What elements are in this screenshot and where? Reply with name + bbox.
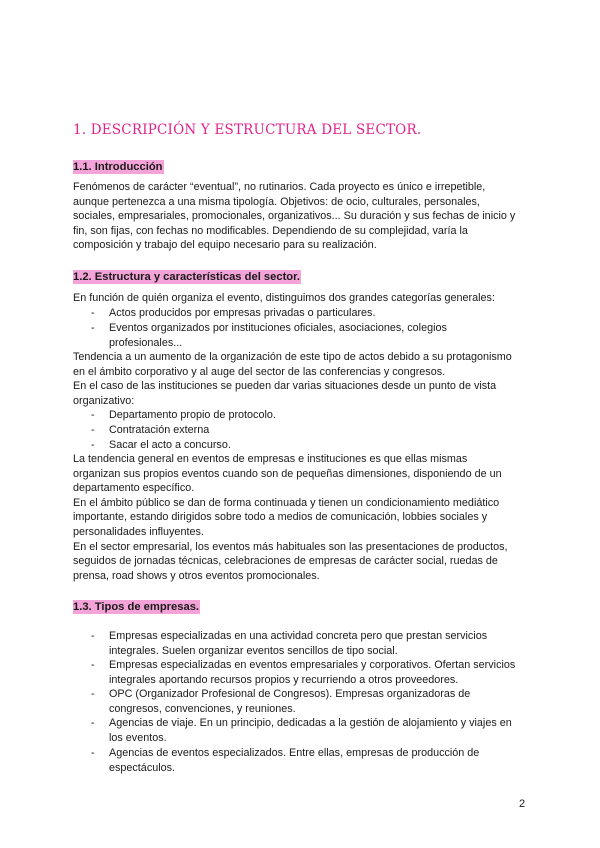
structure-paragraph-2: [73, 350, 512, 408]
text-line: Contratación externa: [109, 424, 210, 436]
text-line: en el ámbito corporativo y al auge del sector de las conferencias y congresos.: [73, 365, 446, 378]
text-line: La tendencia general en eventos de empresas e instituciones es que ellas mismas: [73, 453, 468, 465]
bullet-dash: -: [91, 322, 95, 334]
text-line: composición y trabajo del equipo necesario para su realización.: [73, 239, 377, 252]
text-line: espectáculos.: [109, 761, 176, 774]
bullet-dash: -: [91, 409, 95, 421]
bullet-dash: -: [91, 717, 95, 729]
text-line: Actos producidos por empresas privadas o particulares.: [109, 307, 376, 319]
bullet-dash: -: [91, 688, 95, 700]
text-line: Eventos organizados por instituciones oficiales, asociaciones, colegios: [109, 322, 447, 334]
text-line: prensa, road shows y otros eventos promocionales.: [73, 569, 320, 582]
bullet-dash: -: [91, 424, 95, 436]
text-line: departamento específico.: [73, 482, 195, 495]
document-title: 1. DESCRIPCIÓN Y ESTRUCTURA DEL SECTOR.: [73, 122, 422, 138]
text-line: sociales, empresariales, promocionales, organizativos... Su duración y sus fechas de inicio y: [73, 210, 516, 223]
text-line: Fenómenos de carácter “eventual”, no rutinarios. Cada proyecto es único e irrepetible,: [73, 181, 486, 193]
text-line: Agencias de viaje. En un principio, dedicadas a la gestión de alojamiento y viajes en: [109, 717, 512, 729]
text-line: OPC (Organizador Profesional de Congresos). Empresas organizadoras de: [109, 688, 471, 700]
text-line: personalidades influyentes.: [73, 525, 204, 538]
text-line: organizativo:: [73, 394, 135, 407]
text-line: seguidos de jornadas técnicas, celebraciones de empresas de carácter social, ruedas de: [73, 555, 498, 568]
text-line: En el ámbito público se dan de forma continuada y tienen un condicionamiento mediático: [73, 496, 500, 509]
structure-intro-paragraph: [73, 291, 495, 306]
text-line: En el sector empresarial, los eventos más habituales son las presentaciones de productos,: [73, 540, 508, 553]
text-line: Agencias de eventos especializados. Entre ellas, empresas de producción de: [109, 747, 480, 759]
text-line: congresos, convenciones, y reuniones.: [109, 702, 296, 715]
text-line: fin, son fijas, con fechas no modificables. Dependiendo de su complejidad, varía la: [73, 224, 468, 237]
text-line: Empresas especializadas en una actividad concreta pero que prestan servicios: [109, 630, 488, 642]
bullet-dash: -: [91, 439, 95, 451]
text-line: los eventos.: [109, 731, 167, 744]
text-line: Sacar el acto a concurso.: [109, 439, 231, 451]
bullet-dash: -: [91, 307, 95, 319]
text-line: Departamento propio de protocolo.: [109, 409, 276, 421]
text-line: Empresas especializadas en eventos empresariales y corporativos. Ofertan servicios: [109, 659, 516, 671]
bullet-dash: -: [91, 630, 95, 642]
text-line: aunque pertenezca a una misma tipología. Objetivos: de ocio, culturales, personales,: [73, 195, 480, 208]
text-line: organizan sus propios eventos cuando son de pequeñas dimensiones, disponiendo de un: [73, 467, 502, 480]
section-heading-types: 1.3. Tipos de empresas.: [73, 601, 200, 613]
text-line: En función de quién organiza el evento, distinguimos dos grandes categorías generales:: [73, 292, 495, 304]
text-line: Tendencia a un aumento de la organización de este tipo de actos debido a su protagonismo: [73, 351, 512, 363]
text-line: integrales. Suelen organizar eventos sencillos de tipo social.: [109, 644, 398, 657]
section-heading-structure: 1.2. Estructura y características del sector.: [73, 271, 300, 283]
bullet-dash: -: [91, 659, 95, 671]
text-line: integrales aportando recursos propios y recurriendo a otros proveedores.: [109, 673, 459, 686]
section-heading-intro: 1.1. Introducción: [73, 161, 163, 173]
intro-paragraph: [73, 180, 515, 253]
page-number: 2: [519, 798, 526, 810]
text-line: importante, estando dirigidos sobre todo a medios de comunicación, lobbies sociales y: [73, 511, 488, 524]
bullet-dash: -: [91, 747, 95, 759]
text-line: En el caso de las instituciones se pueden dar varias situaciones desde un punto de vista: [73, 380, 497, 393]
structure-paragraph-3: [73, 452, 508, 583]
text-line: profesionales...: [109, 336, 183, 349]
